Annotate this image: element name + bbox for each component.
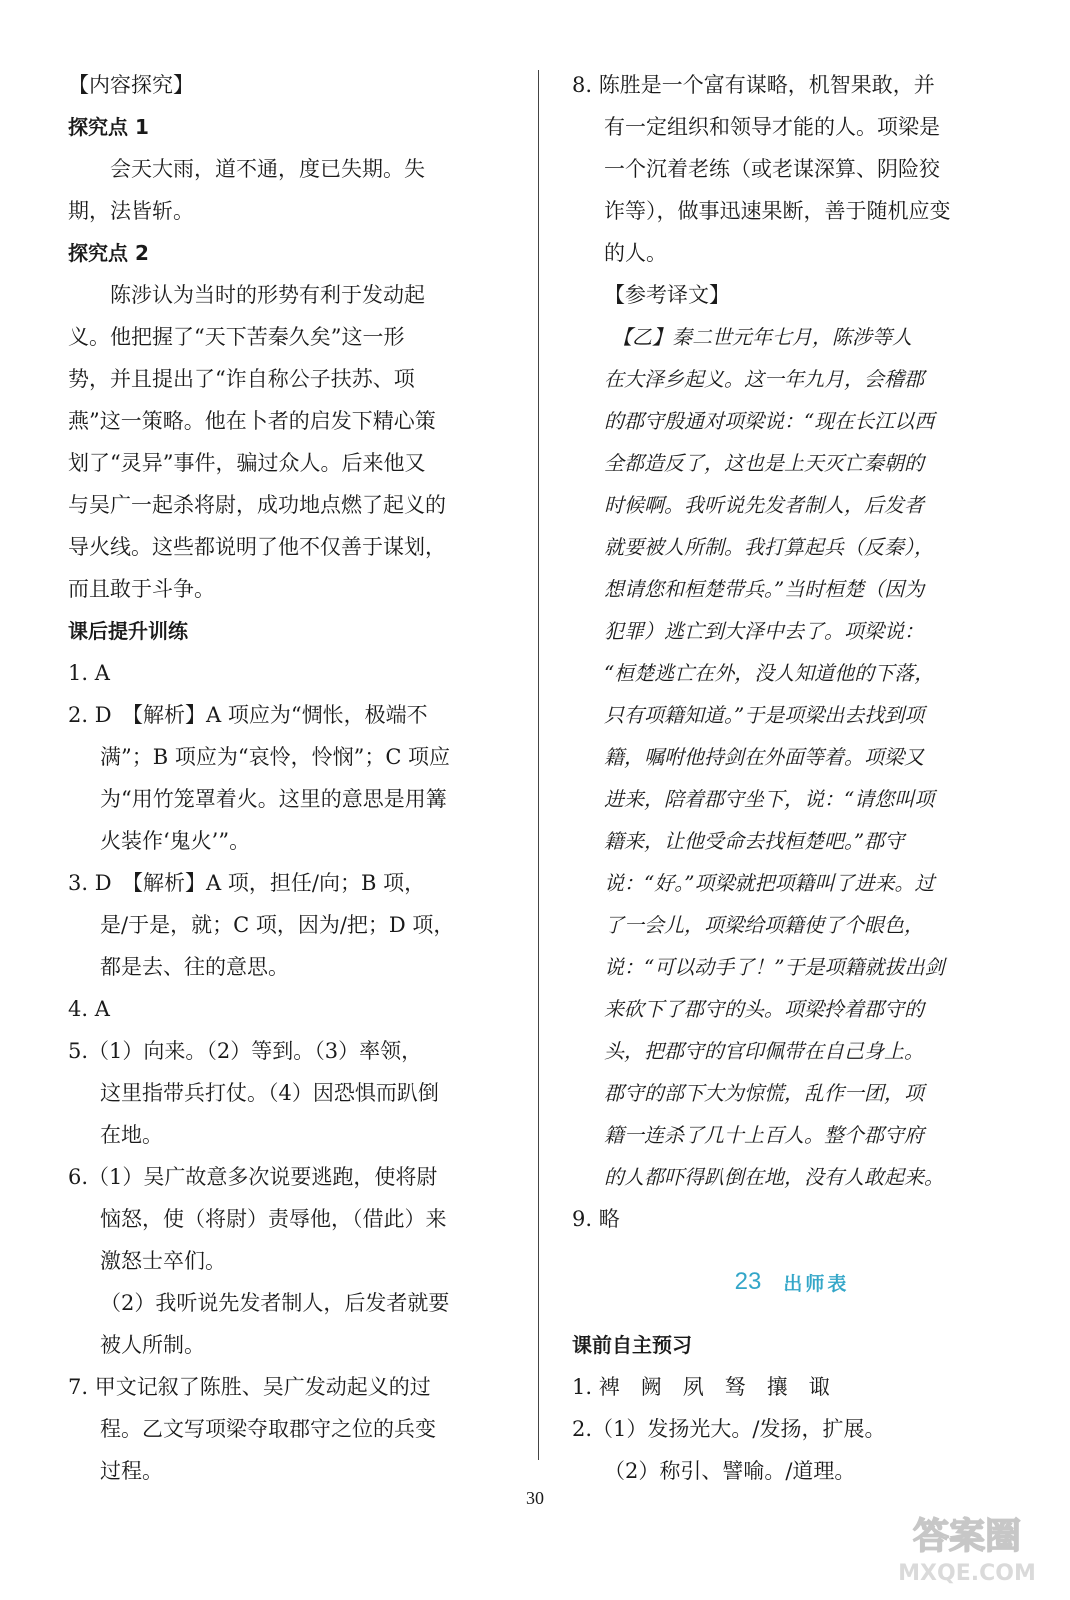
- text-line: 义。他把握了“天下苦秦久矣”这一形: [68, 325, 405, 349]
- text-line: 【参考译文】: [604, 283, 730, 307]
- section-heading: 探究点 2: [68, 241, 149, 265]
- text-line: 7. 甲文记叙了陈胜、吴广发动起义的过: [68, 1375, 431, 1399]
- text-line: 了一会儿，项梁给项籍使了个眼色，: [604, 913, 924, 937]
- text-line: 就要被人所制。我打算起兵（反秦），: [604, 535, 934, 559]
- text-line: 想请您和桓楚带兵。”当时桓楚（因为: [604, 577, 925, 601]
- text-line: 有一定组织和领导才能的人。项梁是: [604, 115, 940, 139]
- text-line: 势，并且提出了“诈自称公子扶苏、项: [68, 367, 415, 391]
- text-line: 过程。: [100, 1459, 163, 1483]
- text-line: 说：“可以动手了！”于是项籍就拔出剑: [604, 955, 945, 979]
- text-line: 在大泽乡起义。这一年九月，会稽郡: [604, 367, 924, 391]
- text-line: 程。乙文写项梁夺取郡守之位的兵变: [100, 1417, 436, 1441]
- text-line: 激怒士卒们。: [100, 1249, 226, 1273]
- section-heading: 课后提升训练: [68, 619, 188, 643]
- text-line: 8. 陈胜是一个富有谋略，机智果敢，并: [572, 73, 935, 97]
- text-line: 诈等），做事迅速果断，善于随机应变: [604, 199, 951, 223]
- right-column-top: [572, 64, 1012, 1240]
- text-line: 在地。: [100, 1123, 163, 1147]
- text-line: 而且敢于斗争。: [68, 577, 215, 601]
- text-line: 被人所制。: [100, 1333, 205, 1357]
- text-line: 籍一连杀了几十上百人。整个郡守府: [604, 1123, 924, 1147]
- lesson-title: 出师表: [783, 1272, 850, 1295]
- text-line: 6.（1）吴广故意多次说要逃跑，使将尉: [68, 1165, 438, 1189]
- text-line: 期，法皆斩。: [68, 199, 194, 223]
- text-line: 燕”这一策略。他在卜者的启发下精心策: [68, 409, 436, 433]
- text-line: 的人。: [604, 241, 667, 265]
- text-line: 全都造反了，这也是上天灭亡秦朝的: [604, 451, 924, 475]
- text-line: 【内容探究】: [68, 73, 194, 97]
- text-line: 时候啊。我听说先发者制人，后发者: [604, 493, 924, 517]
- text-line: 籍来，让他受命去找桓楚吧。”郡守: [604, 829, 905, 853]
- text-line: 陈涉认为当时的形势有利于发动起: [110, 283, 425, 307]
- text-line: “桓楚逃亡在外，没人知道他的下落，: [604, 661, 935, 685]
- page-number: 30: [526, 1488, 544, 1508]
- svg-text:MXQE.COM: MXQE.COM: [898, 1561, 1036, 1586]
- right-column-bottom: [572, 1324, 1012, 1492]
- text-line: 是/于是，就；C 项，因为/把；D 项，: [100, 913, 455, 937]
- text-line: 1. 裨 阙 夙 驽 攘 诹: [572, 1375, 830, 1399]
- text-line: 满”；B 项应为“哀怜，怜悯”；C 项应: [100, 745, 451, 769]
- text-line: 3. D 【解析】A 项，担任/向；B 项，: [68, 871, 426, 895]
- text-line: 划了“灵异”事件，骗过众人。后来他又: [68, 451, 426, 475]
- text-line: 说：“好。”项梁就把项籍叫了进来。过: [604, 871, 935, 895]
- section-heading: 课前自主预习: [572, 1333, 692, 1357]
- right-column: [572, 64, 1012, 1492]
- text-line: 火装作‘鬼火’”。: [100, 829, 251, 853]
- text-line: 只有项籍知道。”于是项梁出去找到项: [604, 703, 925, 727]
- svg-text:答案圈: 答案圈: [912, 1516, 1022, 1557]
- text-line: 进来，陪着郡守坐下，说：“请您叫项: [604, 787, 935, 811]
- text-line: 【乙】秦二世元年七月，陈涉等人: [612, 325, 912, 349]
- text-line: 5.（1）向来。（2）等到。（3）率领，: [68, 1039, 423, 1063]
- text-line: 为“用竹笼罩着火。这里的意思是用篝: [100, 787, 447, 811]
- text-line: 来砍下了郡守的头。项梁拎着郡守的: [604, 997, 924, 1021]
- text-line: 都是去、往的意思。: [100, 955, 289, 979]
- text-line: 的人都吓得趴倒在地，没有人敢起来。: [604, 1165, 944, 1189]
- text-line: 9. 略: [572, 1207, 620, 1231]
- text-line: 的郡守殷通对项梁说：“现在长江以西: [604, 409, 935, 433]
- text-line: （2）我听说先发者制人，后发者就要: [100, 1291, 450, 1315]
- text-line: 犯罪）逃亡到大泽中去了。项梁说：: [604, 619, 924, 643]
- text-line: 籍，嘱咐他持剑在外面等着。项梁又: [604, 745, 924, 769]
- text-line: 一个沉着老练（或老谋深算、阴险狡: [604, 157, 940, 181]
- text-line: 郡守的部下大为惊慌，乱作一团，项: [604, 1081, 924, 1105]
- text-line: （2）称引、譬喻。/道理。: [604, 1459, 856, 1483]
- watermark-logo: [872, 1508, 1062, 1588]
- column-divider: [538, 70, 539, 1460]
- lesson-number: 23: [734, 1268, 762, 1295]
- text-line: 与吴广一起杀将尉，成功地点燃了起义的: [68, 493, 446, 517]
- text-line: 导火线。这些都说明了他不仅善于谋划，: [68, 535, 446, 559]
- lesson-header: [572, 1240, 1012, 1324]
- text-line: 会天大雨，道不通，度已失期。失: [110, 157, 425, 181]
- section-heading: 探究点 1: [68, 115, 149, 139]
- text-line: 恼怒，使（将尉）责辱他，（借此）来: [100, 1207, 447, 1231]
- text-line: 2. D 【解析】A 项应为“惆怅，极端不: [68, 703, 428, 727]
- left-column: [68, 64, 508, 1492]
- text-line: 1. A: [68, 661, 110, 685]
- text-line: 2.（1）发扬光大。/发扬，扩展。: [572, 1417, 886, 1441]
- text-line: 头，把郡守的官印佩带在自己身上。: [604, 1039, 924, 1063]
- text-line: 4. A: [68, 997, 110, 1021]
- text-line: 这里指带兵打仗。（4）因恐惧而趴倒: [100, 1081, 439, 1105]
